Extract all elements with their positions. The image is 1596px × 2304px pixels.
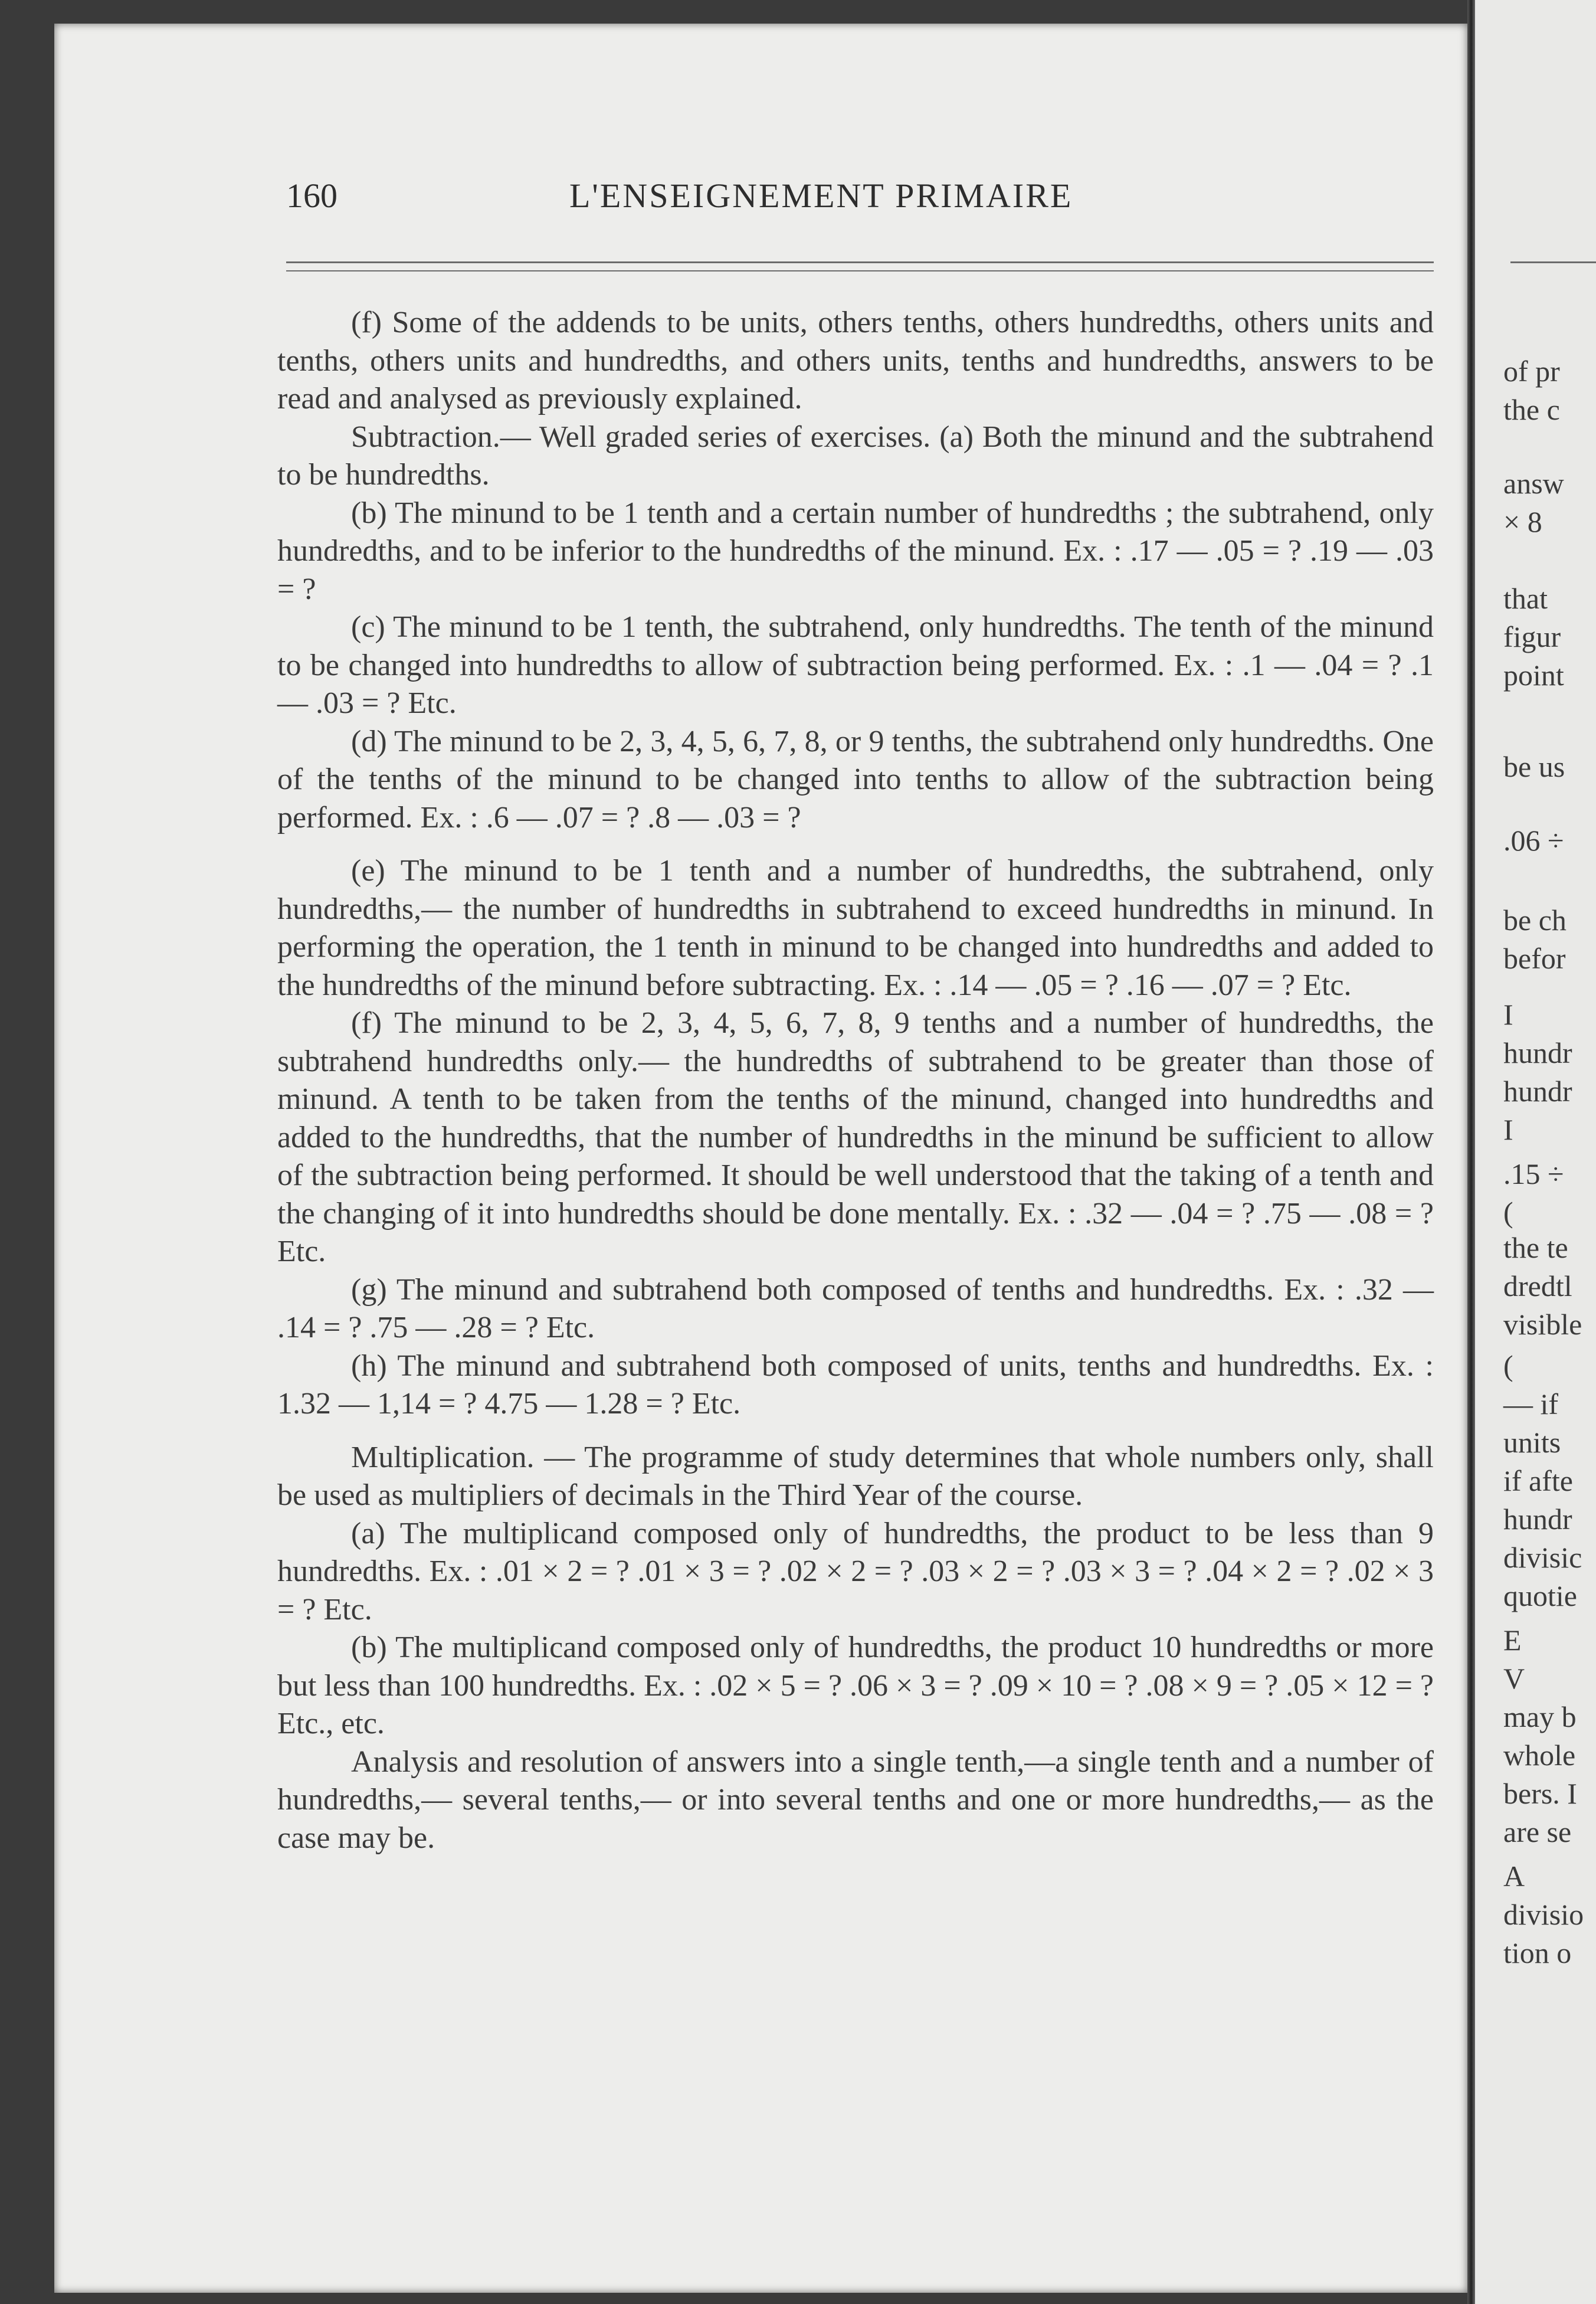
fragment: ( xyxy=(1503,1196,1513,1229)
fragment: A xyxy=(1503,1860,1525,1893)
paragraph: (h) The minund and subtrahend both composed of units, tenths and hundredths. Ex. : 1.32 — 1,14 = ? 4.75 — 1.28 = ? Etc. xyxy=(277,1349,1434,1421)
fragment: E xyxy=(1503,1624,1522,1657)
fragment: tion o xyxy=(1503,1936,1572,1969)
fragment: point xyxy=(1503,659,1564,692)
fragment: divisio xyxy=(1503,1898,1584,1931)
fragment: may b xyxy=(1503,1700,1577,1733)
fragment: the c xyxy=(1503,393,1560,426)
paragraph: (e) The minund to be 1 tenth and a number of hundredths, the subtrahend, only hundredths,— the number of hundredths in subtrahend to exceed hundredths in minund. In performing the operation, the 1 tenth in minund to be changed into hundredths and added to the hundredths of the minund before subtracting. Ex. : .14 — .05 = ? .16 — .07 = ? Etc. xyxy=(277,854,1434,1002)
paragraph: (b) The multiplicand composed only of hundredths, the product 10 hundredths or more but less than 100 hundredths. Ex. : .02 × 5 = ? .06 × 3 = ? .09 × 10 = ? .08 × 9 = ? .05 × 12 = ? Etc., etc. xyxy=(277,1631,1434,1740)
fragment: I xyxy=(1503,998,1513,1031)
paragraph: (b) The minund to be 1 tenth and a certain number of hundredths ; the subtrahend, only hundredths, and to be inferior to the hundredths of the minund. Ex. : .17 — .05 = ? .19 — .03 = ? xyxy=(277,496,1434,606)
paragraph: (d) The minund to be 2, 3, 4, 5, 6, 7, 8, or 9 tenths, the subtrahend only hundredths. One of the tenths of the minund to be changed into tenths to allow of the subtraction being performed. Ex. : .6 — .07 = ? .8 — .03 = ? xyxy=(277,724,1434,834)
fragment: V xyxy=(1503,1662,1525,1695)
fragment: figur xyxy=(1503,620,1561,653)
fragment: — if xyxy=(1503,1387,1559,1421)
running-title: L'ENSEIGNEMENT PRIMAIRE xyxy=(569,176,1073,215)
page-header xyxy=(233,170,1434,223)
fragment: ( xyxy=(1503,1349,1513,1382)
fragment: hundr xyxy=(1503,1036,1572,1069)
fragment: be us xyxy=(1503,750,1565,783)
page-gutter xyxy=(1467,0,1475,2304)
fragment: answ xyxy=(1503,467,1564,500)
fragment: whole xyxy=(1503,1739,1576,1772)
paragraph: (c) The minund to be 1 tenth, the subtrahend, only hundredths. The tenth of the minund to be changed into hundredths to allow of subtraction being performed. Ex. : .1 — .04 = ? .1 — .03 = ? Etc. xyxy=(277,610,1434,720)
fragment: are se xyxy=(1503,1815,1572,1848)
fragment: units xyxy=(1503,1426,1561,1459)
paragraph: (f) Some of the addends to be units, others tenths, others hundredths, others units and tenths, others units and hundredths, and others units, tenths and hundredths, answers to be read and analysed as previously explained. xyxy=(277,306,1434,415)
fragment: .06 ÷ xyxy=(1503,824,1564,857)
fragment: quotie xyxy=(1503,1579,1577,1612)
adjacent-page-rule xyxy=(1510,261,1596,263)
fragment: be ch xyxy=(1503,904,1566,937)
header-rule xyxy=(286,261,1434,263)
paragraph: (a) The multiplicand composed only of hundredths, the product to be less than 9 hundredths. Ex. : .01 × 2 = ? .01 × 3 = ? .02 × 2 = ? .03 × 2 = ? .03 × 3 = ? .04 × 2 = ? .02 × 3 = ? Etc. xyxy=(277,1516,1434,1626)
fragment: of pr xyxy=(1503,355,1560,388)
fragment: befor xyxy=(1503,942,1566,975)
fragment: hundr xyxy=(1503,1503,1572,1536)
fragment: I xyxy=(1503,1113,1513,1146)
page-number: 160 xyxy=(286,176,337,215)
paragraph: Multiplication. — The programme of study determines that whole numbers only, shall be used as multipliers of decimals in the Third Year of the course. xyxy=(277,1440,1434,1512)
body-text xyxy=(277,304,1434,1857)
fragment: hundr xyxy=(1503,1075,1572,1108)
header-rule-thin xyxy=(286,270,1434,271)
fragment: divisic xyxy=(1503,1541,1582,1574)
paragraph: Analysis and resolution of answers into a single tenth,—a single tenth and a number of hundredths,— several tenths,— or into several tenths and one or more hundredths,— as the case may be. xyxy=(277,1745,1434,1855)
fragment: the te xyxy=(1503,1231,1568,1264)
fragment: .15 ÷ xyxy=(1503,1157,1564,1190)
fragment: that xyxy=(1503,582,1548,615)
fragment: if afte xyxy=(1503,1464,1573,1497)
fragment: bers. I xyxy=(1503,1777,1577,1810)
fragment: visible xyxy=(1503,1308,1582,1341)
paragraph: (g) The minund and subtrahend both composed of tenths and hundredths. Ex. : .32 — .14 = ? .75 — .28 = ? Etc. xyxy=(277,1272,1434,1344)
paragraph: (f) The minund to be 2, 3, 4, 5, 6, 7, 8, 9 tenths and a number of hundredths, the subtrahend hundredths only.— the hundredths of subtrahend to be greater than those of minund. A tenth to be taken from the tenths of the minund, changed into hundredths and added to the hundredths, that the number of hundredths in the minund be sufficient to allow of the subtraction being performed. It should be well understood that the taking of a tenth and the changing of it into hundredths should be done mentally. Ex. : .32 — .04 = ? .75 — .08 = ? Etc. xyxy=(277,1006,1434,1268)
fragment: × 8 xyxy=(1503,505,1542,538)
paragraph: Subtraction.— Well graded series of exercises. (a) Both the minund and the subtrahend to be hundredths. xyxy=(277,420,1434,492)
fragment: dredtl xyxy=(1503,1269,1572,1302)
